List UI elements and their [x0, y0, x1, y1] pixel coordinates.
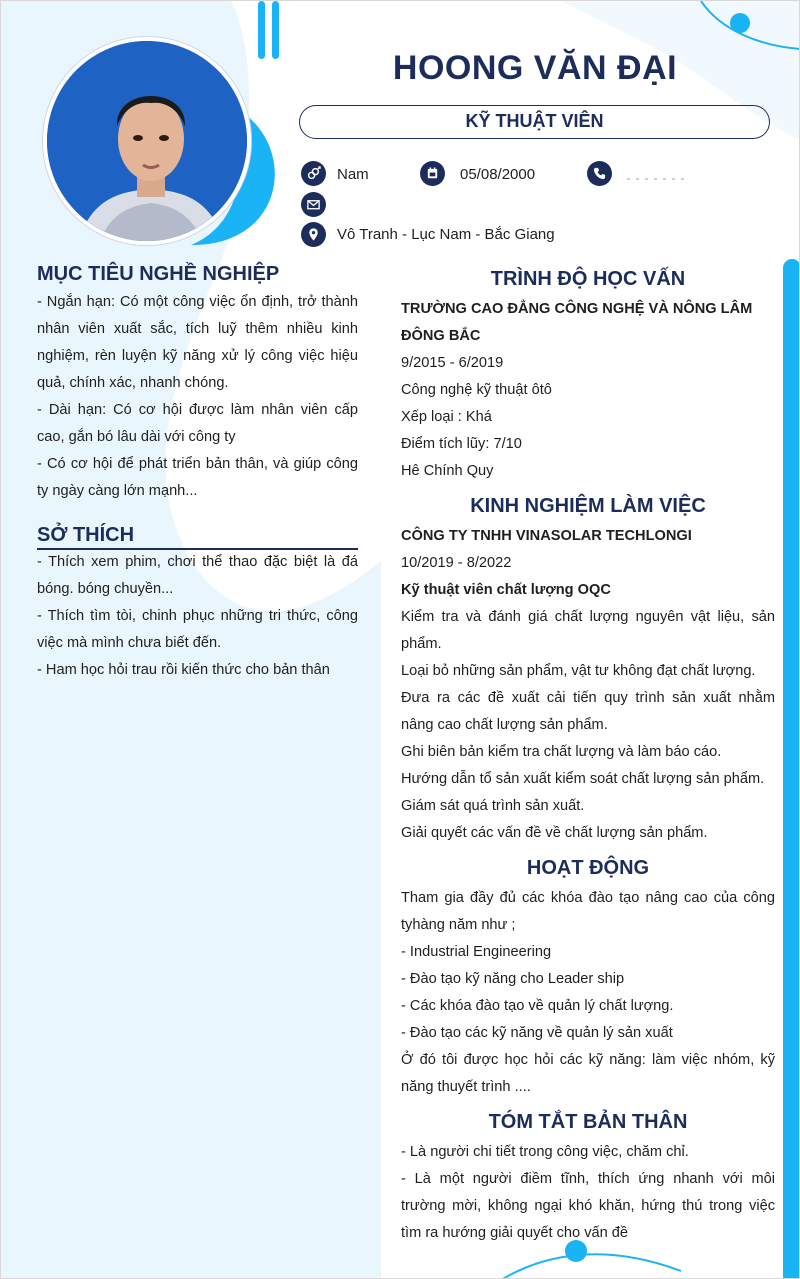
profile-photo	[43, 37, 251, 245]
gender-icon	[301, 161, 326, 186]
education-heading: TRÌNH ĐỘ HỌC VẤN	[490, 268, 686, 290]
hobbies-line: việc mà mình chưa biết đến.	[37, 635, 222, 651]
hobbies-line: - Thích tìm tòi, chinh phục những tri thức, công	[37, 608, 358, 624]
hobbies-line: - Ham học hỏi trau rồi kiến thức cho bản thân	[37, 662, 330, 678]
school-name: TRƯỜNG CAO ĐẲNG CÔNG NGHỆ VÀ NÔNG LÂM	[401, 301, 753, 317]
avatar	[43, 37, 255, 249]
summary-text	[401, 1139, 775, 1247]
hobbies-line: bóng. bóng chuyền...	[37, 581, 174, 597]
calendar-icon	[420, 161, 445, 186]
activities-line: - Các khóa đào tạo về quản lý chất lượng.	[401, 998, 674, 1014]
objective-line: quả, chính xác, nhanh chóng.	[37, 375, 229, 391]
experience-line: Giám sát quá trình sản xuất.	[401, 798, 585, 814]
person-portrait-icon	[47, 41, 251, 245]
objective-line: - Dài hạn: Có cơ hội được làm nhân viên cấp	[37, 402, 358, 418]
phone-icon	[587, 161, 612, 186]
company-name: CÔNG TY TNHH VINASOLAR TECHLONGI	[401, 528, 692, 544]
summary-line: tìm ra hướng giải quyết cho vấn đề	[401, 1225, 629, 1241]
summary-line: - Là một người điềm tĩnh, thích ứng nhanh với môi	[401, 1171, 775, 1187]
experience-line: Hướng dẫn tổ sản xuất kiểm soát chất lượng sản phẩm.	[401, 771, 765, 787]
experience-line: nâng cao chất lượng sản phẩm.	[401, 717, 608, 733]
summary-line: - Là người chi tiết trong công việc, chăm chỉ.	[401, 1144, 689, 1160]
activities-line: - Industrial Engineering	[401, 944, 552, 960]
gender-value: Nam	[337, 166, 369, 183]
objective-line: nhân viên xuất sắc, tích luỹ thêm nhiều kinh	[37, 321, 358, 337]
experience-period: 10/2019 - 8/2022	[401, 555, 512, 571]
birthdate-value: 05/08/2000	[460, 166, 536, 183]
education-text	[401, 296, 775, 485]
experience-line: Kiểm tra và đánh giá chất lượng nguyên vật liệu, sản	[401, 609, 775, 625]
experience-line: Đưa ra các đề xuất cải tiến quy trình sản xuất nhằm	[401, 690, 775, 706]
objective-line: nghiệm, rèn luyện kỹ năng xử lý công việc hiệu	[37, 348, 358, 364]
activities-line: Ở đó tôi được học hỏi các kỹ năng: làm việc nhóm, kỹ	[401, 1052, 775, 1068]
experience-line: phẩm.	[401, 636, 442, 652]
activities-line: tyhàng năm như ;	[401, 917, 516, 933]
activities-text	[401, 885, 775, 1101]
candidate-name: HOONG VĂN ĐẠI	[392, 49, 678, 87]
objective-line: - Ngắn hạn: Có một công việc ổn định, trở thành	[37, 294, 358, 310]
objective-line: - Có cơ hội để phát triển bản thân, và giúp công	[37, 456, 358, 472]
experience-line: Loại bỏ những sản phẩm, vật tư không đạt chất lượng.	[401, 663, 756, 679]
hobbies-line: - Thích xem phim, chơi thể thao đặc biệt là đá	[37, 554, 358, 570]
activities-line: - Đào tạo các kỹ năng về quản lý sản xuất	[401, 1025, 673, 1041]
school-name-cont: ĐÔNG BẮC	[401, 328, 481, 344]
hobbies-text	[37, 549, 358, 684]
education-period: 9/2015 - 6/2019	[401, 355, 504, 371]
hobbies-heading: SỞ THÍCH	[37, 524, 135, 546]
address-value: Vô Tranh - Lục Nam - Bắc Giang	[337, 226, 555, 243]
experience-text	[401, 523, 775, 847]
phone-value-redacted	[627, 167, 717, 183]
email-icon	[301, 192, 326, 217]
summary-line: trường mời, không ngại khó khăn, hứng thú trong việc	[401, 1198, 775, 1214]
experience-line: Giải quyết các vấn đề về chất lượng sản phẩm.	[401, 825, 708, 841]
education-gpa: Điểm tích lũy: 7/10	[401, 436, 522, 452]
objective-line: cao, gắn bó lâu dài với công ty	[37, 429, 236, 445]
summary-heading: TÓM TẮT BẢN THÂN	[488, 1111, 688, 1133]
education-major: Công nghệ kỹ thuật ôtô	[401, 382, 552, 398]
objective-heading: MỤC TIÊU NGHỀ NGHIỆP	[37, 263, 280, 285]
objective-text	[37, 289, 358, 505]
activities-line: Tham gia đầy đủ các khóa đào tạo nâng cao của công	[401, 890, 775, 906]
job-title-badge: KỸ THUẬT VIÊN	[299, 105, 770, 139]
location-icon	[301, 222, 326, 247]
activities-heading: HOẠT ĐỘNG	[526, 857, 650, 879]
experience-position: Kỹ thuật viên chất lượng OQC	[401, 582, 611, 598]
education-rank: Xếp loại : Khá	[401, 409, 492, 425]
experience-heading: KINH NGHIỆM LÀM VIỆC	[470, 495, 706, 517]
activities-line: - Đào tạo kỹ năng cho Leader ship	[401, 971, 625, 987]
education-system: Hê Chính Quy	[401, 463, 494, 479]
objective-line: ty ngày càng lớn mạnh...	[37, 483, 198, 499]
experience-line: Ghi biên bản kiểm tra chất lượng và làm báo cáo.	[401, 744, 722, 760]
activities-line: năng thuyết trình ....	[401, 1079, 531, 1095]
